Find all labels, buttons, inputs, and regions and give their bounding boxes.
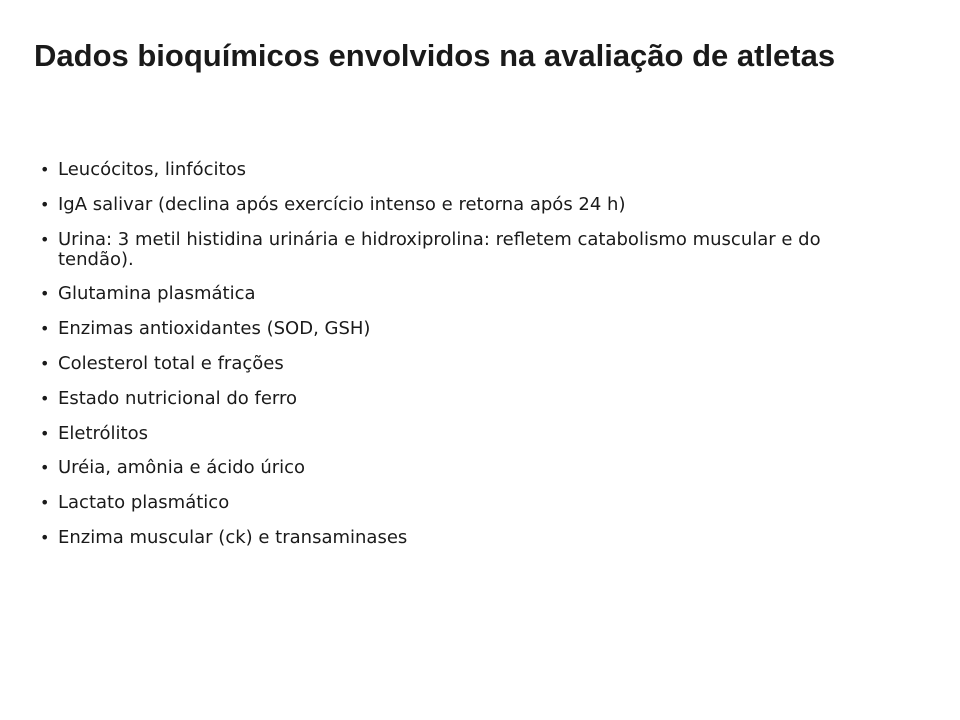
slide-title: Dados bioquímicos envolvidos na avaliação de atletas [34,38,836,73]
bullet-item-glutamina: • Glutamina plasmática [40,284,880,304]
bullet-item-urina: • Urina: 3 metil histidina urinária e hidroxiprolina: refletem catabolismo muscular e do tendão). [40,230,880,270]
bullet-list [40,160,880,563]
bullet-item-iga-salivar: • IgA salivar (declina após exercício intenso e retorna após 24 h) [40,195,880,215]
bullet-item-enzimas-antioxidantes: • Enzimas antioxidantes (SOD, GSH) [40,319,880,339]
bullet-item-ferro: • Estado nutricional do ferro [40,389,880,409]
bullet-item-ureia: • Uréia, amônia e ácido úrico [40,458,880,478]
bullet-item-leucocitos: • Leucócitos, linfócitos [40,160,880,180]
bullet-item-eletrolitos: • Eletrólitos [40,424,880,444]
bullet-item-lactato: • Lactato plasmático [40,493,880,513]
bullet-item-colesterol: • Colesterol total e frações [40,354,880,374]
bullet-item-enzima-muscular: • Enzima muscular (ck) e transaminases [40,528,880,548]
